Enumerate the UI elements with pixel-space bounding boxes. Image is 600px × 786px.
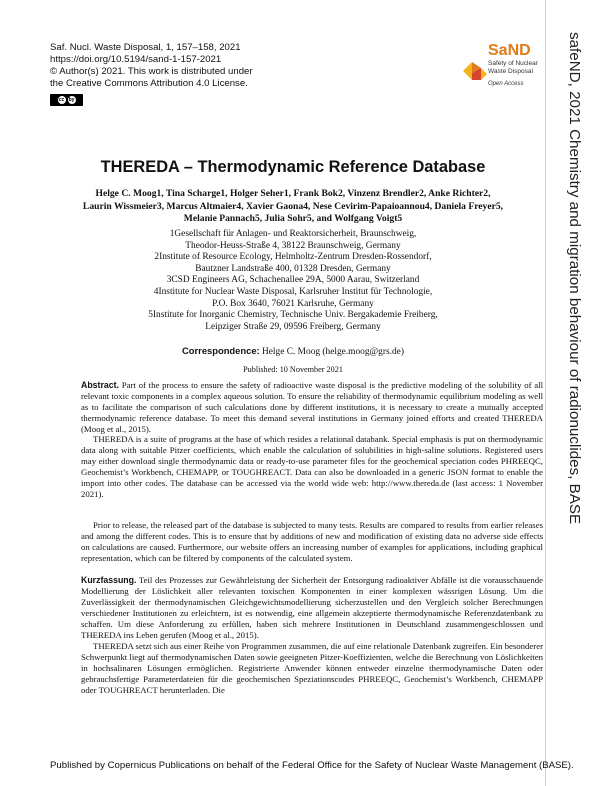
journal-logo-subtitle [488, 60, 558, 75]
affiliation-line: 5Institute for Inorganic Chemistry, Technische Univ. Bergakademie Freiberg, [148, 310, 438, 321]
author-list [62, 188, 524, 226]
journal-logo-subtitle-line-1: Safety of Nuclear [488, 60, 538, 67]
open-access-label: Open Access [488, 81, 524, 87]
affiliation-line: P.O. Box 3640, 76021 Karlsruhe, Germany [212, 298, 374, 309]
affiliation-line: Bautzner Landstraße 400, 01328 Dresden, Germany [195, 263, 391, 274]
abstract-paragraph: Prior to release, the released part of the database is subjected to many tests. Results are compared to results from earlier releases and among the different codes. This is to ensure that by additions of new and modification of existing data no adverse side effects on calculations are caused. Furthermore, our website offers an increasing number of examples for applications, including graphical representation, which can be filtered by components of the calculated system. [81, 520, 543, 563]
publisher-footer: Published by Copernicus Publications on behalf of the Federal Office for the Safety of Nuclear Waste Management (BASE). [50, 760, 574, 771]
kurzfassung-paragraph: THEREDA setzt sich aus einer Reihe von Programmen zusammen, die auf eine relationale Datenbank zugreifen. Ein besonderer Schwerpunkt liegt auf thermodynamischen Daten sowie geeigneten Pitzer-Koeffizienten, welche die Berechnung von Löslichkeiten in hochsalinaren Lösungen ermöglichen. Registrierte Anwender können entweder einzelne thermodynamische Daten oder gebrauchsfertige Parameterdateien für die geochemischen Speziationscodes PHREEQC, Geochemist’s Workbench, CHEMAPP oder TOUGHREACT herunterladen. Die [81, 641, 543, 695]
author-line: Helge C. Moog1, Tina Scharge1, Holger Seher1, Frank Bok2, Vinzenz Brendler2, Anke Richter2, [95, 188, 491, 199]
author-line: Melanie Pannach5, Julia Sohr5, and Wolfgang Voigt5 [183, 213, 403, 224]
journal-citation: Saf. Nucl. Waste Disposal, 1, 157–158, 2021 [50, 42, 241, 53]
article-title: THEREDA – Thermodynamic Reference Database [100, 158, 486, 176]
cc-icon: cc [58, 97, 65, 103]
side-rail-text: safeND, 2021 Chemistry and migration behaviour of radionuclides, BASE [566, 32, 583, 525]
article-header [50, 42, 253, 90]
cc-by-license-badge[interactable] [50, 94, 83, 106]
side-rail [556, 0, 600, 786]
abstract-text: Part of the process to ensure the safety of radioactive waste disposal is the predictive modeling of the solubility of all relevant toxic components in a complex aqueous solution. To ensure the reliability of thermodynamic equilibrium modeling as well as to facilitate the comparison of such calculations done by different institutions, it is necessary to create a mutually accepted thermodynamic reference database. To meet this demand several institutions in Germany joined efforts and created THEREDA (Moog et al., 2015). [81, 380, 544, 434]
affiliation-line: 3CSD Engineers AG, Schachenallee 29A, 5000 Aarau, Switzerland [166, 275, 420, 286]
affiliation-line: Theodor-Heuss-Straße 4, 38122 Braunschweig, Germany [185, 240, 401, 251]
by-icon: by [68, 97, 75, 103]
kurzfassung-text: Teil des Prozesses zur Gewährleistung der Sicherheit der Entsorgung radioaktiver Abfälle ist die vorausschauende Modellierung der Löslichkeit aller relevanten toxischen Komponenten in einer komplexen wässrigen Lösung. Um die Zuverlässigkeit der thermodynamischen Gleichgewichtsmodellierung sicherzustellen und den Vergleich solcher Berechnungen verschiedener Institutionen zu erleichtern, ist es notwendig, eine allgemein akzeptierte thermodynamische Referenzdatenbank zu schaffen. Um diese Anforderung zu erfüllen, haben sich mehrere Institutionen in Deutschland zusammengeschlossen und THEREDA ins Leben gerufen (Moog et al., 2015). [81, 575, 544, 640]
affiliation-line: Leipziger Straße 29, 09596 Freiberg, Germany [205, 321, 381, 332]
affiliation-line: 1Gesellschaft für Anlagen- und Reaktorsicherheit, Braunschweig, [169, 229, 417, 239]
correspondence-email[interactable]: Helge C. Moog (helge.moog@grs.de) [262, 347, 404, 357]
kurzfassung-paragraph [81, 575, 543, 640]
affiliation-list [62, 229, 524, 333]
abstract-label: Abstract. [81, 380, 119, 390]
published-date: Published: 10 November 2021 [243, 365, 343, 374]
license-line: the Creative Commons Attribution 4.0 License. [50, 78, 248, 89]
kurzfassung-label: Kurzfassung. [81, 575, 137, 585]
side-divider [545, 0, 546, 786]
affiliation-line: 2Institute of Resource Ecology, Helmholtz-Zentrum Dresden-Rossendorf, [154, 252, 432, 263]
sand-logo-icon [460, 56, 490, 86]
correspondence-label: Correspondence: [182, 345, 260, 356]
doi-link[interactable]: https://doi.org/10.5194/sand-1-157-2021 [50, 54, 222, 65]
journal-logo-name: SaND [488, 42, 531, 59]
affiliation-line: 4Institute for Nuclear Waste Disposal, Karlsruher Institut für Technologie, [153, 286, 433, 297]
journal-logo[interactable] [460, 42, 550, 96]
journal-logo-subtitle-line-2: Waste Disposal [488, 67, 533, 75]
author-line: Laurin Wissmeier3, Marcus Altmaier4, Xavier Gaona4, Nese Cevirim-Papaioannou4, Daniela Freyer5, [82, 200, 504, 212]
abstract-paragraph: THEREDA is a suite of programs at the base of which resides a relational databank. Special emphasis is put on thermodynamic data along with suitable Pitzer coefficients, which enable the calculation of solubilities in high-saline solutions. Registered users may either download single thermodynamic data or ready-to-use parameter files for the geochemical speciation codes PHREEQC, Geochemist’s Workbench, CHEMAPP, or TOUGHREACT. Data can also be downloaded in a generic JSON format to enable the import into other codes. The database can be accessed via the world wide web: http://www.thereda.de (last access: 1 November 2021). [81, 434, 543, 499]
copyright-line: © Author(s) 2021. This work is distributed under [50, 66, 253, 77]
abstract-paragraph [81, 380, 543, 435]
correspondence [62, 345, 524, 357]
